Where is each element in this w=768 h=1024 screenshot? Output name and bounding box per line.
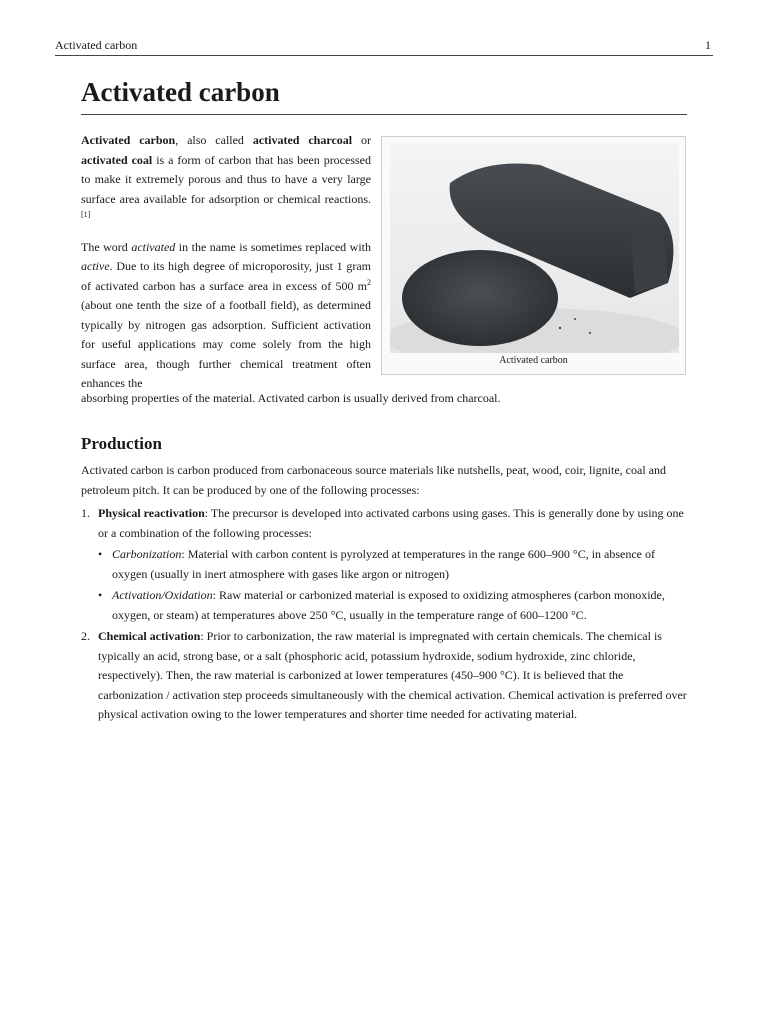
term-activation-oxidation: Activation/Oxidation [112,588,213,602]
bullet-icon: • [98,588,103,602]
italic-active: active [81,259,110,273]
production-intro: Activated carbon is carbon produced from carbonaceous source materials like nutshells, peat, wood, coir, lignite, coal and petroleum pitch. It can be produced by one of the following processes: [81,463,666,497]
section-heading-production: Production [81,434,162,453]
article-title: Activated carbon [81,77,687,115]
sub-list-item [98,545,691,584]
sub-list [98,545,691,625]
citation-link[interactable]: [1] [81,210,91,219]
superscript: 2 [367,277,371,287]
term-activated-charcoal: activated charcoal [252,133,353,147]
activated-carbon-photo [390,143,679,353]
text-run: , also called [175,133,253,147]
running-header [55,38,713,56]
list-number: 1. [81,506,90,520]
term-activated-carbon: Activated carbon [81,133,176,147]
text-run: : Material with carbon content is pyrolyzed at temperatures in the range 600–900 °C, in absence of oxygen (usually in inert atmosphere with gases like argon or nitrogen) [112,547,656,581]
italic-activated: activated [131,239,176,254]
text-run: . Due to its high degree of microporosity, just 1 gram of activated carbon has a surface area in excess of 500 m [81,259,371,293]
list-number: 2. [81,629,90,643]
process-list [81,504,691,725]
figure-caption: Activated carbon [499,355,568,366]
activated-carbon-illustration [390,143,679,353]
sub-list-item [98,586,691,625]
text-run: : Raw material or carbonized material is exposed to oxidizing atmospheres (carbon monoxide, oxygen, or steam) at temperatures above 250 °C, usually in the temperature range of 600–1200 °C. [112,588,665,622]
intro-paragraph-2 [81,238,371,394]
text-run: or [352,133,371,147]
bullet-icon: • [98,547,103,561]
production-section [81,461,691,725]
running-title: Activated carbon [55,38,138,52]
intro-paragraph-1 [81,131,371,229]
list-item [81,627,691,725]
page-number: 1 [705,38,711,52]
intro-text [81,131,371,403]
text-run: is a form of carbon that has been processed to make it extremely porous and thus to have a very large surface area available for adsorption or chemical reactions. [81,152,372,206]
term-carbonization: Carbonization [112,547,182,561]
term-physical-reactivation: Physical reactivation [98,506,205,520]
text-run: : The precursor is developed into activated carbons using gases. This is generally done by using one or a combination of the following processes: [98,506,684,540]
list-item [81,504,691,625]
text-run: (about one tenth the size of a football field), as determined typically by nitrogen gas adsorption. Sufficient activation for useful applications may come solely from the high surface area, though further chemical treatment often enhances the [81,298,371,390]
term-activated-coal: activated coal [81,152,153,167]
text-run: in the name is sometimes replaced with [175,239,372,254]
intro-paragraph-2-tail: absorbing properties of the material. Activated carbon is usually derived from charcoal. [81,391,501,405]
figure [381,136,686,375]
text-run: : Prior to carbonization, the raw material is impregnated with certain chemicals. The chemical is typically an acid, strong base, or a salt (phosphoric acid, potassium hydroxide, sodium hydroxide, zinc chloride, respectively). Then, the raw material is carbonized at lower temperatures (450–900 °C). It is believed that the carbonization / activation step proceeds simultaneously with the chemical activation. Chemical activation is preferred over physical activation owing to the lower temperatures and shorter time needed for activating material. [98,629,687,721]
term-chemical-activation: Chemical activation [98,629,201,643]
text-run: The word [81,239,132,254]
